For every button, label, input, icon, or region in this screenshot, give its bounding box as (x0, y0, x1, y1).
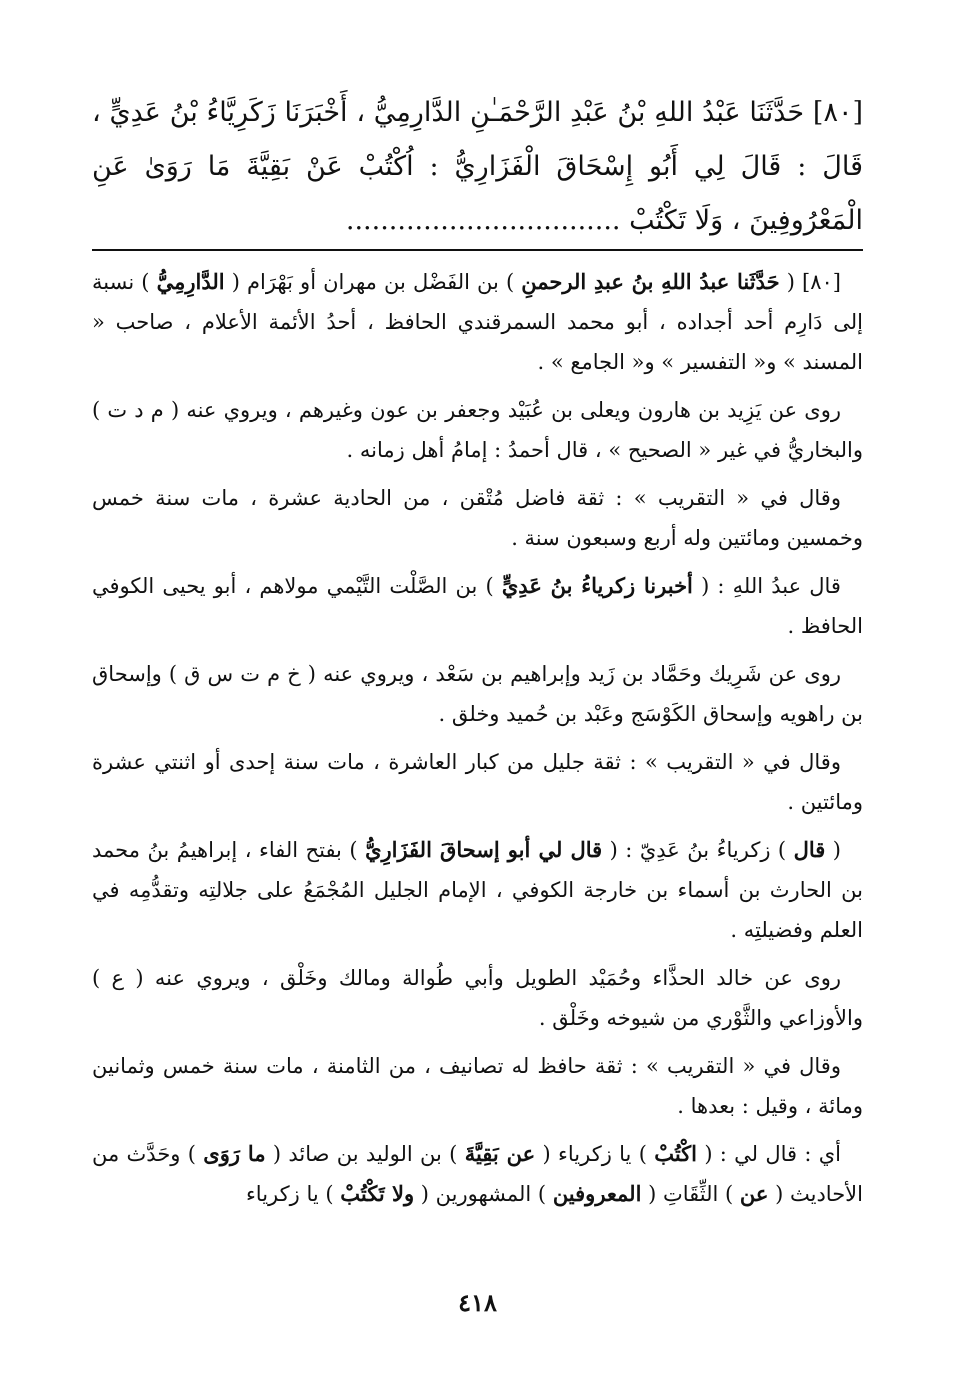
text-run: قال عبدُ اللهِ : ( (701, 574, 841, 598)
bold-run: الدَّارِمِيُّ (156, 269, 225, 294)
text-run: ) الثِّقَاتِ ( (648, 1182, 734, 1206)
commentary-paragraph-4 (92, 566, 863, 646)
commentary-paragraph-3: وقال في « التقريب » : ثقة فاضل مُتْقن ، من الحادية عشرة ، مات سنة خمس وخمسين ومائتين وله أربع وسبعون سنة . (92, 486, 863, 550)
commentary-paragraph-6: وقال في « التقريب » : ثقة جليل من كبار العاشرة ، مات سنة إحدى أو اثنتي عشرة ومائتين . (92, 750, 863, 814)
text-run: ) زكرياءُ بنُ عَدِيّ : ( (609, 838, 787, 862)
commentary-paragraph-5: روى عن شَرِيك وحَمَّاد بن زَيد وإبراهيم بن سَعْد ، ويروي عنه ( خ م ت س ق ) وإسحاق بن راهويه وإسحاق الكَوْسَج وعَبْد بن حُميد وخلق . (92, 662, 863, 726)
bold-run: ولا تَكْتُبْ (340, 1181, 415, 1206)
bold-run: ما رَوَى (203, 1141, 266, 1166)
bold-run: اكْتُبْ (654, 1141, 697, 1166)
hadith-text (92, 86, 863, 248)
bold-run: عن (739, 1181, 769, 1206)
text-run: ) بن الصَّلْت التَّيْمي مولاهم ، أبو يحيى الكوفي الحافظ . (92, 574, 863, 638)
commentary-paragraph-2: روى عن يَزِيد بن هارون ويعلى بن عُبَيْد وجعفر بن عون وغيرهم ، ويروي عنه ( م د ت ) والبخاريُّ في غير « الصحيح » ، قال أحمدُ : إمامُ أهل زمانه . (92, 398, 863, 462)
commentary-paragraph-10 (92, 1134, 863, 1214)
bold-run: أخبرنا زكرياءُ بنُ عَدِيٍّ (501, 573, 693, 598)
bold-run: المعروفين (552, 1181, 642, 1206)
text-run: ) بن الفَضْل بن مهران أو بَهْرَام ( (231, 270, 515, 294)
hadith-ellipsis: ................................ (345, 205, 621, 236)
bold-run: قال (793, 837, 826, 862)
footnote-divider (92, 249, 863, 251)
bold-run: قال لي أبو إسحاقَ الفَزَارِيُّ (365, 837, 603, 862)
commentary-paragraph-8: روى عن خالد الحذَّاء وحُمَيْد الطويل وأبي طُوالة ومالك وخَلْق ، ويروي عنه ( ع ) والأوزاعي والثَّوْري من شيوخه وخَلْق . (92, 966, 863, 1030)
text-run: ) بن الوليد بن صائد ( (272, 1142, 458, 1166)
text-run: ) نسبة إلى دَارِم أحد أجداده ، أبو محمد السمرقندي الحافظ ، أحدُ الأئمة الأعلام ، صاحب « المسند » و« التفسير » و« الجامع » . (92, 270, 863, 374)
commentary-paragraph-7 (92, 830, 863, 950)
text-run: ) وحَدَّث من الأحاديث ( (92, 1142, 863, 1206)
commentary (92, 262, 863, 1222)
text-run: ) يا زكرياء ( (542, 1142, 647, 1166)
text-run: ) يا زكرياء (245, 1182, 334, 1206)
hadith-body: [٨٠] حَدَّثَنَا عَبْدُ اللهِ بْنُ عَبْدِ الرَّحْمَـٰنِ الدَّارِمِيُّ ، أَخْبَرَنَا زَكَرِيَّاءُ بْنُ عَدِيٍّ ، قَالَ : قَالَ لِي أَبُو إِسْحَاقَ الْفَزَارِيُّ : اُكْتُبْ عَنْ بَقِيَّةَ مَا رَوَىٰ عَنِ الْمَعْرُوفِينَ ، وَلَا تَكْتُبْ (92, 97, 863, 236)
text-run: أي : قال لي : ( (704, 1142, 842, 1166)
bold-run: عن بَقِيَّةَ (464, 1141, 536, 1166)
commentary-paragraph-9: وقال في « التقريب » : ثقة حافظ له تصانيف ، من الثامنة ، مات سنة خمس وثمانين ومائة ، وقيل : بعدها . (92, 1054, 863, 1118)
text-run: [٨٠] ( (786, 270, 841, 294)
text-run: ( (832, 838, 841, 862)
text-run: ) المشهورين ( (420, 1182, 547, 1206)
bold-run: حَدَّثَنا عبدُ اللهِ بنُ عبدِ الرحمنِ (521, 269, 780, 294)
commentary-paragraph-1 (92, 262, 863, 382)
text-run: ) بفتح الفاء ، إبراهيمُ بنُ محمد بن الحارث بن أسماء بن خارجة الكوفي ، الإمام الجليل المُجْمَعُ على جلالتِه وتقدُّمِه في العلم وفضيلتِه . (92, 838, 863, 942)
page-number: ٤١٨ (458, 1288, 497, 1317)
